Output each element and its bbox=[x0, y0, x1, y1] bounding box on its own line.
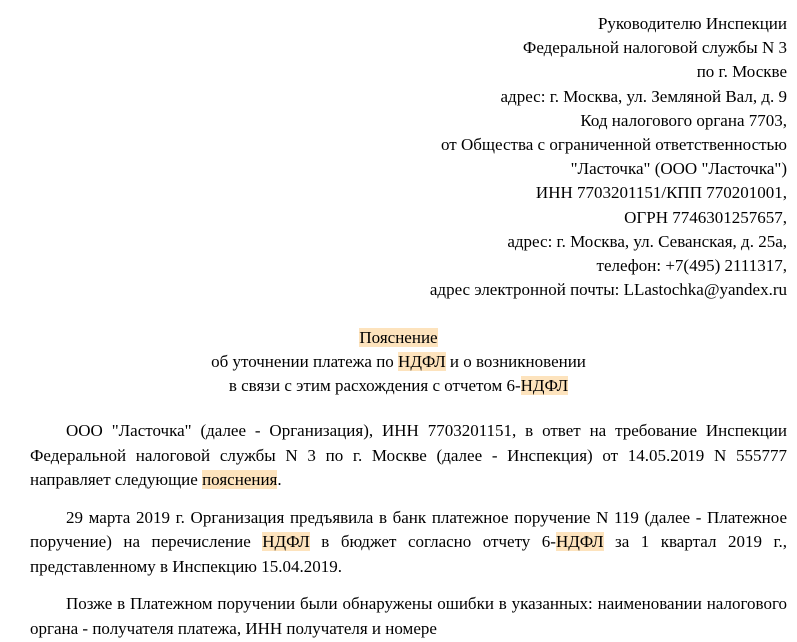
title-text: в связи с этим расхождения с отчетом 6- bbox=[228, 376, 521, 395]
addressee-line: "Ласточка" (ООО "Ласточка") bbox=[570, 159, 787, 179]
title-subline bbox=[0, 350, 797, 374]
addressee-line: ИНН 7703201151/КПП 770201001, bbox=[535, 183, 787, 203]
paragraph-text: . bbox=[277, 470, 282, 489]
highlighted-term: НДФЛ bbox=[555, 532, 604, 551]
addressee-line: адрес электронной почты: LLastochka@yandex.ru bbox=[429, 280, 787, 300]
paragraph-text: ООО "Ласточка" (далее - Организация), ИНН 7703201151, в ответ на требование Инспекции Федеральной налоговой службы N 3 по г. Москве (далее - Инспекция) от 14.05.2019 N 555777 направляет следующие bbox=[30, 421, 787, 489]
addressee-line: Руководителю Инспекции bbox=[597, 14, 787, 33]
document-title bbox=[0, 326, 797, 398]
paragraph-text: Позже в Платежном поручении были обнаружены ошибки в указанных: наименовании налогового органа - получателя платежа, ИНН получателя и номере bbox=[30, 594, 787, 638]
paragraph-text: 29 марта 2019 г. Организация предъявила в банк платежное поручение N 119 (далее - Платежное поручение) на перечисление bbox=[30, 507, 787, 551]
highlighted-term: НДФЛ bbox=[262, 532, 310, 551]
addressee-line: Код налогового органа 7703, bbox=[580, 110, 787, 130]
document-body bbox=[30, 419, 787, 642]
addressee-line: адрес: г. Москва, ул. Земляной Вал, д. 9 bbox=[500, 86, 787, 106]
highlighted-term: НДФЛ bbox=[520, 376, 569, 395]
paragraph bbox=[30, 419, 787, 493]
highlighted-term: пояснения bbox=[202, 470, 278, 489]
highlighted-term: НДФЛ bbox=[398, 352, 446, 371]
paragraph bbox=[30, 592, 787, 641]
title-text: об уточнении платежа по bbox=[211, 352, 399, 371]
addressee-line: от Общества с ограниченной ответственностью bbox=[441, 135, 787, 155]
addressee-line: по г. Москве bbox=[696, 62, 787, 82]
addressee-line: телефон: +7(495) 2111317, bbox=[596, 256, 787, 276]
title-heading: Пояснение bbox=[359, 328, 438, 347]
addressee-line: ОГРН 7746301257657, bbox=[624, 207, 787, 227]
paragraph bbox=[30, 506, 787, 580]
addressee-block bbox=[430, 12, 787, 302]
title-text: и о возникновении bbox=[445, 352, 586, 371]
paragraph-text: в бюджет согласно отчету 6- bbox=[309, 532, 556, 551]
addressee-line: Федеральной налоговой службы N 3 bbox=[522, 38, 787, 58]
paragraph-text: за 1 квартал 2019 г., представленному в Инспекцию 15.04.2019. bbox=[30, 532, 787, 576]
title-subline bbox=[0, 374, 797, 398]
addressee-line: адрес: г. Москва, ул. Севанская, д. 25а, bbox=[507, 231, 787, 251]
title-heading-line bbox=[0, 326, 797, 350]
